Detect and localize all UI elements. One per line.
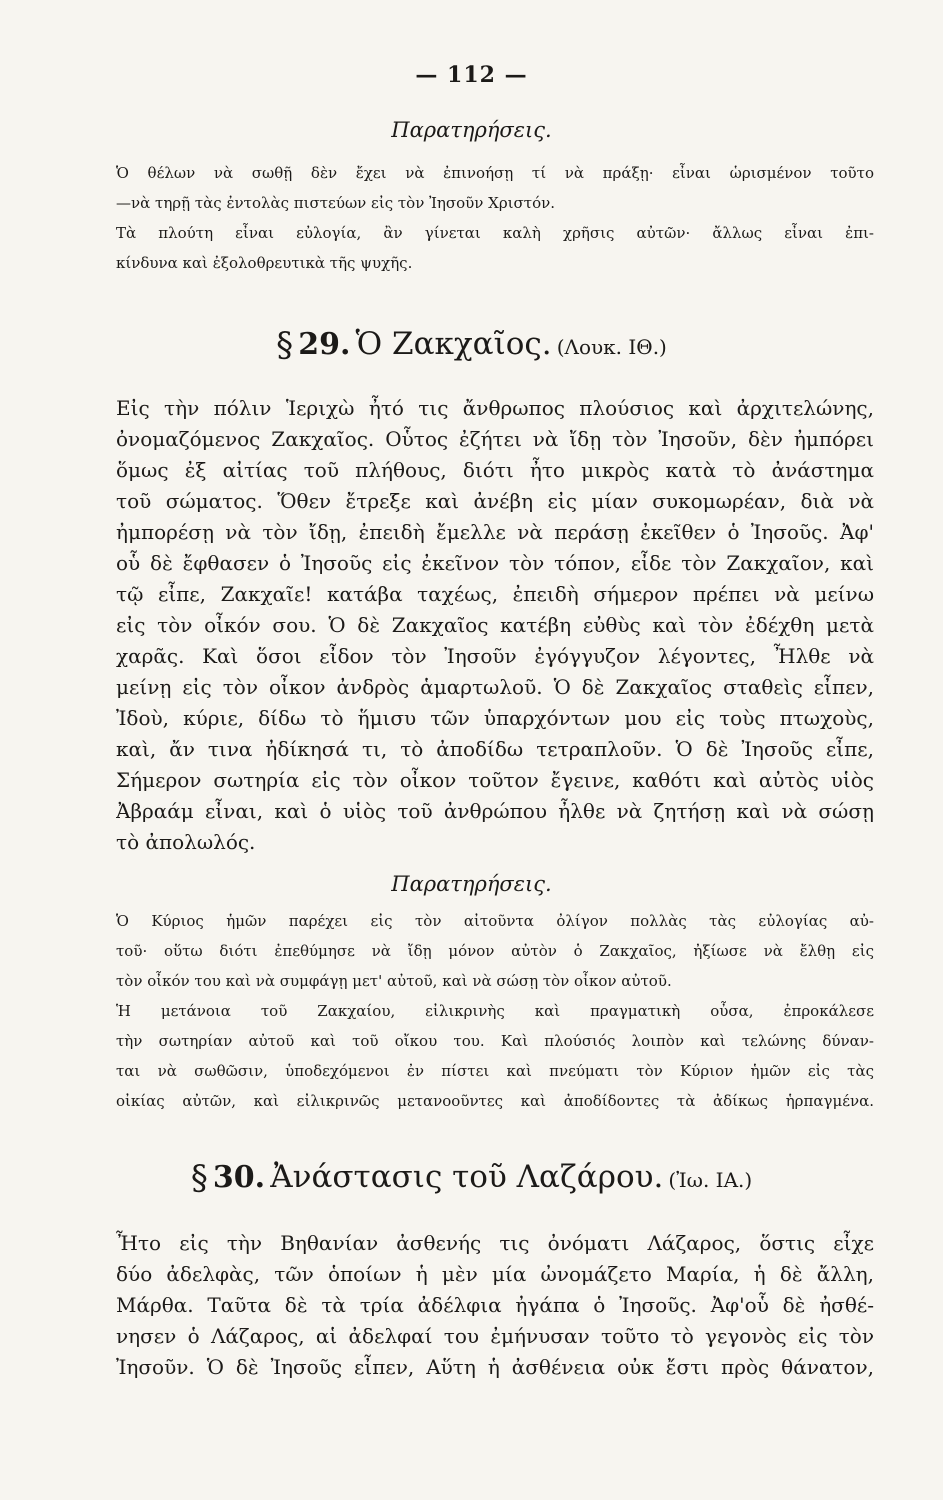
text-line: οὗ δὲ ἔφθασεν ὁ Ἰησοῦς εἰς ἐκεῖνον τὸν τόπον, εἶδε τὸν Ζακχαῖον, καὶ: [116, 551, 874, 575]
text-line: Εἰς τὴν πόλιν Ἱεριχὼ ἦτό τις ἄνθρωπος πλούσιος καὶ ἀρχιτελώνης,: [116, 396, 874, 420]
text-line: Μάρθα. Ταῦτα δὲ τὰ τρία ἀδέλφια ἠγάπα ὁ Ἰησοῦς. Ἀφ'οὗ δὲ ἠσθέ-: [116, 1293, 874, 1317]
text-line: τοῦ σώματος. Ὅθεν ἔτρεξε καὶ ἀνέβη εἰς μίαν συκομωρέαν, διὰ νὰ: [116, 489, 874, 513]
section-title: Ὁ Ζακχαῖος.: [355, 326, 552, 362]
text-line: ται νὰ σωθῶσιν, ὑποδεχόμενοι ἐν πίστει καὶ πνεύματι τὸν Κύριον ἡμῶν εἰς τὰς: [116, 1062, 874, 1080]
section-number: 30.: [212, 1160, 266, 1195]
section-reference: (Λουκ. ΙΘ.): [556, 335, 667, 359]
text-line: εἰς τὸν οἶκόν σου. Ὁ δὲ Ζακχαῖος κατέβη εὐθὺς καὶ τὸν ἐδέχθη μετὰ: [116, 613, 874, 637]
text-line: τῷ εἶπε, Ζακχαῖε! κατάβα ταχέως, ἐπειδὴ σήμερον πρέπει νὰ μείνω: [116, 582, 874, 606]
text-line: κίνδυνα καὶ ἐξολοθρευτικὰ τῆς ψυχῆς.: [116, 254, 413, 272]
text-line: Ἡ μετάνοια τοῦ Ζακχαίου, εἰλικρινὴς καὶ πραγματικὴ οὖσα, ἐπροκάλεσε: [116, 1002, 874, 1020]
text-line: ὅμως ἐξ αἰτίας τοῦ πλήθους, διότι ἦτο μικρὸς κατὰ τὸ ἀνάστημα: [116, 458, 874, 482]
section-body: [116, 1228, 874, 1383]
text-line: ἠμπορέσῃ νὰ τὸν ἴδῃ, ἐπειδὴ ἔμελλε νὰ περάσῃ ἐκεῖθεν ὁ Ἰησοῦς. Ἀφ': [116, 520, 874, 544]
text-line: Ὁ Κύριος ἡμῶν παρέχει εἰς τὸν αἰτοῦντα ὀλίγον πολλὰς τὰς εὐλογίας αὐ-: [116, 912, 874, 930]
text-line: ὀνομαζόμενος Ζακχαῖος. Οὗτος ἐζήτει νὰ ἴδῃ τὸν Ἰησοῦν, δὲν ἠμπόρει: [116, 427, 874, 451]
page-number: — 112 —: [415, 62, 528, 88]
remarks-title: Παρατηρήσεις.: [391, 872, 552, 896]
section-symbol: §: [276, 325, 294, 365]
section-heading: [0, 325, 943, 365]
text-line: Ἀβραάμ εἶναι, καὶ ὁ υἱὸς τοῦ ἀνθρώπου ἦλθε νὰ ζητήσῃ καὶ νὰ σώσῃ: [116, 799, 874, 823]
text-line: τοῦ· οὕτω διότι ἐπεθύμησε νὰ ἴδῃ μόνον αὐτὸν ὁ Ζακχαῖος, ἠξίωσε νὰ ἔλθῃ εἰς: [116, 942, 874, 960]
text-line: τὴν σωτηρίαν αὐτοῦ καὶ τοῦ οἴκου του. Καὶ πλούσιός λοιπὸν καὶ τελώνης δύναν-: [116, 1032, 874, 1050]
text-line: δύο ἀδελφὰς, τῶν ὁποίων ἡ μὲν μία ὠνομάζετο Μαρία, ἡ δὲ ἄλλη,: [116, 1262, 874, 1286]
text-line: Τὰ πλούτη εἶναι εὐλογία, ἂν γίνεται καλὴ χρῆσις αὐτῶν· ἄλλως εἶναι ἐπι-: [116, 224, 874, 242]
section-body: [116, 393, 874, 858]
remarks-paragraph: [116, 158, 874, 278]
remarks-paragraph: [116, 906, 874, 1116]
text-line: νησεν ὁ Λάζαρος, αἱ ἀδελφαί του ἐμήνυσαν τοῦτο τὸ γεγονὸς εἰς τὸν: [116, 1324, 874, 1348]
text-line: —νὰ τηρῇ τὰς ἐντολὰς πιστεύων εἰς τὸν Ἰησοῦν Χριστόν.: [116, 194, 556, 212]
section-title: Ἀνάστασις τοῦ Λαζάρου.: [270, 1159, 664, 1195]
text-line: οἰκίας αὐτῶν, καὶ εἰλικρινῶς μετανοοῦντες καὶ ἀποδίδοντες τὰ ἀδίκως ἡρπαγμένα.: [116, 1092, 874, 1110]
text-line: καὶ, ἄν τινα ἠδίκησά τι, τὸ ἀποδίδω τετραπλοῦν. Ὁ δὲ Ἰησοῦς εἶπε,: [116, 737, 874, 761]
text-line: Ἰησοῦν. Ὁ δὲ Ἰησοῦς εἶπεν, Αὕτη ἡ ἀσθένεια οὐκ ἔστι πρὸς θάνατον,: [116, 1355, 874, 1379]
text-line: Ἦτο εἰς τὴν Βηθανίαν ἀσθενής τις ὀνόματι Λάζαρος, ὅστις εἶχε: [116, 1231, 874, 1255]
text-line: μείνῃ εἰς τὸν οἶκον ἀνδρὸς ἁμαρτωλοῦ. Ὁ δὲ Ζακχαῖος σταθεὶς εἶπεν,: [116, 675, 874, 699]
section-heading: [0, 1158, 943, 1198]
text-line: Ὁ θέλων νὰ σωθῇ δὲν ἔχει νὰ ἐπινοήσῃ τί νὰ πράξῃ· εἶναι ὡρισμένον τοῦτο: [116, 164, 874, 182]
text-line: Σήμερον σωτηρία εἰς τὸν οἶκον τοῦτον ἔγεινε, καθότι καὶ αὐτὸς υἱὸς: [116, 768, 874, 792]
section-symbol: §: [190, 1158, 208, 1198]
section-number: 29.: [298, 327, 351, 362]
remarks-title: Παρατηρήσεις.: [391, 118, 552, 142]
text-line: τὸν οἶκόν του καὶ νὰ συμφάγῃ μετ' αὐτοῦ, καὶ νὰ σώσῃ τὸν οἶκον αὐτοῦ.: [116, 972, 672, 990]
text-line: τὸ ἀπολωλός.: [116, 830, 256, 854]
section-reference: (Ἰω. ΙΑ.): [668, 1168, 753, 1192]
text-line: Ἰδοὺ, κύριε, δίδω τὸ ἥμισυ τῶν ὑπαρχόντων μου εἰς τοὺς πτωχοὺς,: [116, 706, 874, 730]
text-line: χαρᾶς. Καὶ ὅσοι εἶδον τὸν Ἰησοῦν ἐγόγγυζον λέγοντες, Ἦλθε νὰ: [116, 644, 874, 668]
